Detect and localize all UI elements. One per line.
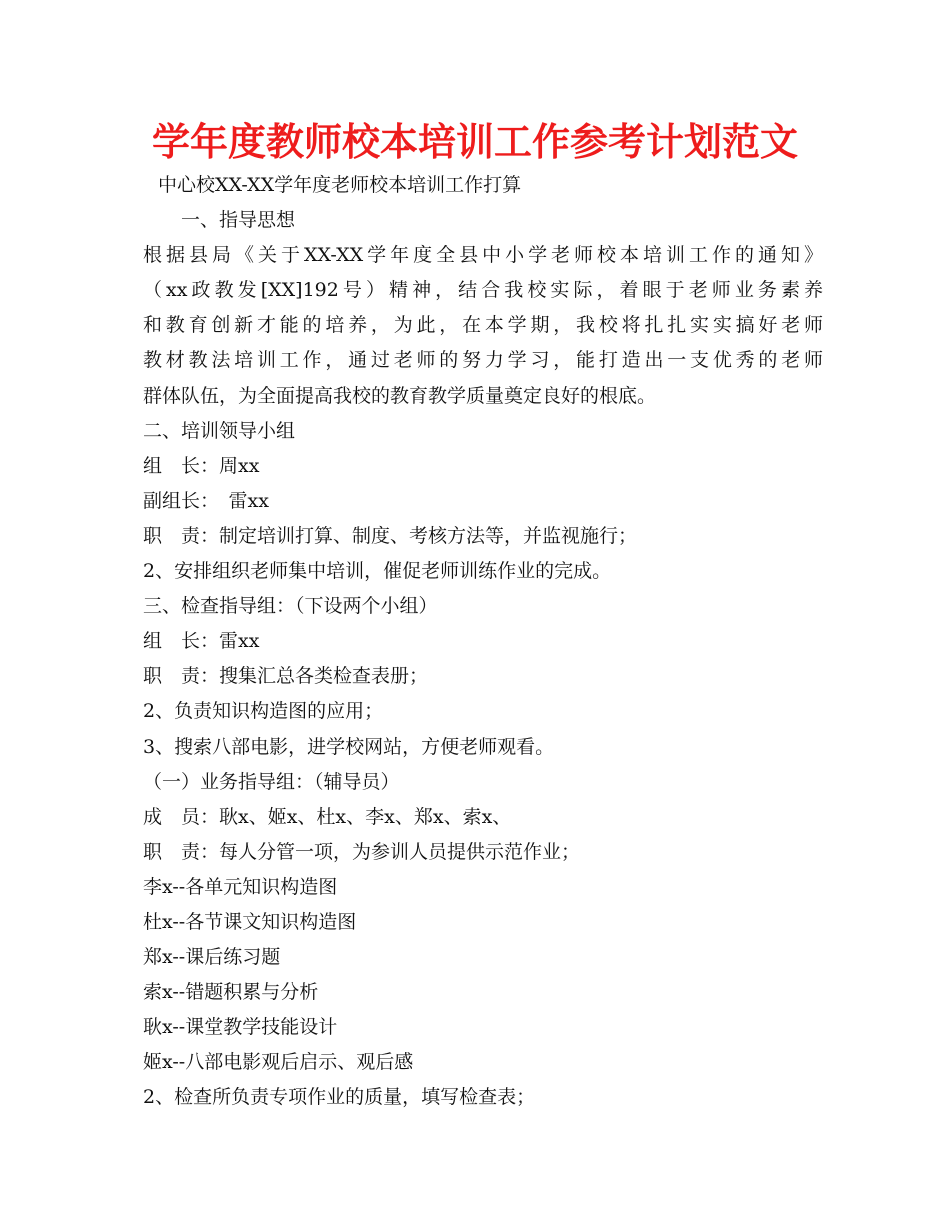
- document-body: [143, 168, 823, 1116]
- list-item: 索x--错题积累与分析: [143, 981, 319, 1004]
- list-item: 组 长：周xx: [143, 454, 260, 477]
- section-heading-guiding-ideology: 一、指导思想: [181, 209, 296, 232]
- list-item: 3、搜索八部电影，进学校网站，方便老师观看。: [143, 735, 555, 758]
- paragraph-line: 和教育创新才能的培养，为此，在本学期，我校将扎扎实实搞好老师: [143, 314, 823, 337]
- list-item: 副组长： 雷xx: [143, 489, 269, 512]
- list-item: 成 员：耿x、姬x、杜x、李x、郑x、索x、: [143, 805, 512, 828]
- list-item: 姬x--八部电影观后启示、观后感: [143, 1051, 414, 1074]
- list-item: 职 责：每人分管一项，为参训人员提供示范作业；: [143, 840, 581, 863]
- subsection-heading-business-guidance: （一）业务指导组：（辅导员）: [143, 770, 400, 793]
- list-item: 郑x--课后练习题: [143, 946, 281, 969]
- list-item: 李x--各单元知识构造图: [143, 875, 338, 898]
- list-item: 2、安排组织老师集中培训，催促老师训练作业的完成。: [143, 560, 612, 583]
- section-heading-leadership-group: 二、培训领导小组: [143, 419, 296, 442]
- list-item: 职 责：制定培训打算、制度、考核方法等，并监视施行；: [143, 524, 638, 547]
- subtitle-line: 中心校XX-XX学年度老师校本培训工作打算: [158, 174, 522, 196]
- list-item: 2、负责知识构造图的应用；: [143, 700, 384, 723]
- document-title: 学年度教师校本培训工作参考计划范文: [151, 120, 798, 164]
- paragraph-line: 群体队伍，为全面提高我校的教育教学质量奠定良好的根底。: [143, 384, 657, 407]
- paragraph-line: 教材教法培训工作，通过老师的努力学习，能打造出一支优秀的老师: [143, 349, 823, 372]
- paragraph-line: 根据县局《关于XX-XX学年度全县中小学老师校本培训工作的通知》: [143, 244, 823, 267]
- list-item: 组 长：雷xx: [143, 630, 260, 653]
- paragraph-line: （xx政教发[XX]192号）精神，结合我校实际，着眼于老师业务素养: [143, 279, 823, 302]
- list-item: 职 责：搜集汇总各类检查表册；: [143, 665, 429, 688]
- section-heading-inspection-group: 三、检查指导组：（下设两个小组）: [143, 595, 438, 618]
- list-item: 2、检查所负责专项作业的质量，填写检查表；: [143, 1086, 536, 1109]
- list-item: 耿x--课堂教学技能设计: [143, 1016, 338, 1039]
- list-item: 杜x--各节课文知识构造图: [143, 910, 357, 933]
